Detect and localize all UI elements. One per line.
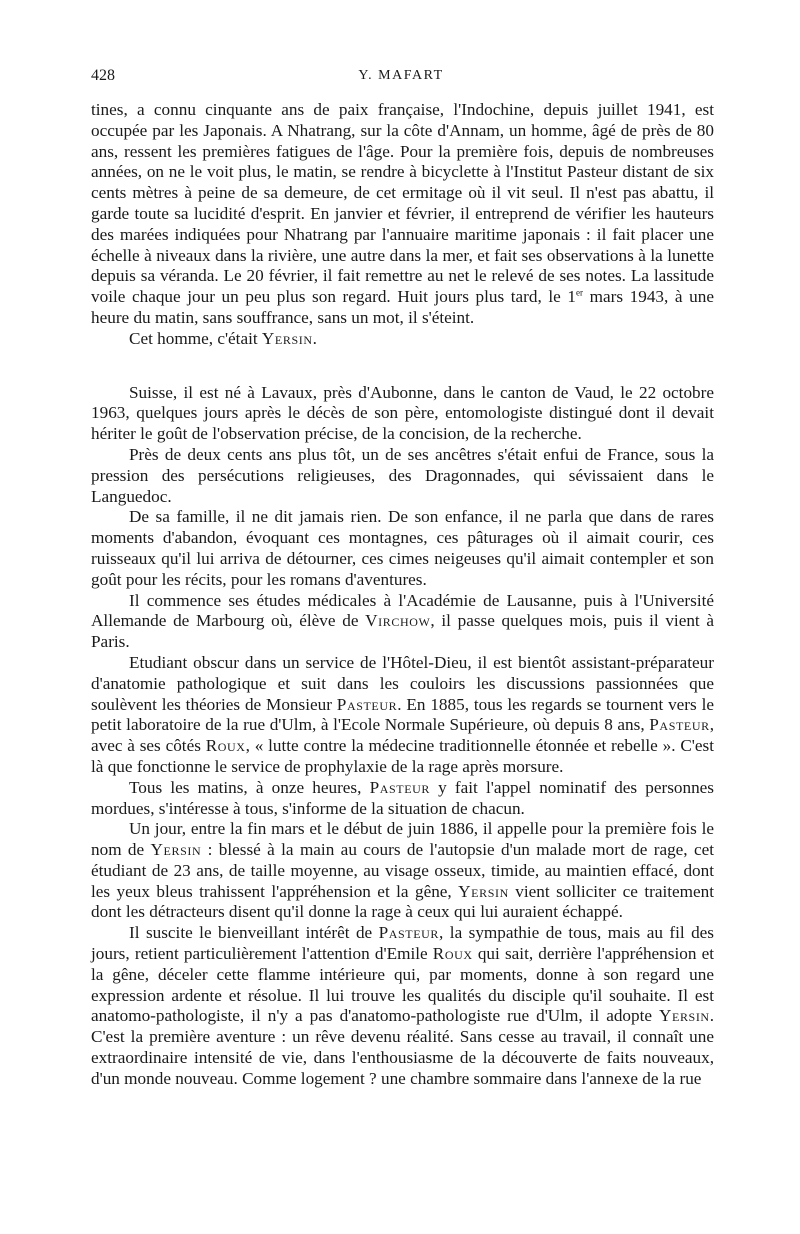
text-run: , avec à ses côtés [91,715,714,756]
paragraph-p4 [91,445,714,507]
text-run: De sa famille, il ne dit jamais rien. De son enfance, il ne parla que dans de rares moments d'abandon, évoquant ces montagnes, ces pâturages où il aimait courir, ces ruisseaux qu'il lui arriva de détourner, ces cimes neigeuses qu'il aimait contempler et son goût pour les récits, pour les romans d'aventures. [91,507,714,589]
text-run: . En 1885, tous les regards se tournent vers le petit laboratoire de la rue d'Ulm, à l'Ecole Normale Supérieure, où depuis 8 ans, [91,694,714,735]
paragraph-p8 [91,778,714,820]
text-run: Près de deux cents ans plus tôt, un de ses ancêtres s'était enfui de France, sous la pression des persécutions religieuses, des Dragonnades, qui sévissaient dans le Languedoc. [91,444,714,506]
paragraph-p9 [91,819,714,923]
text-run: Tous les matins, à onze heures, [129,777,370,797]
small-caps-name: Pasteur [369,777,430,797]
running-head [91,64,711,88]
text-run: Cet homme, c'était [129,328,262,348]
small-caps-name: Pasteur [649,715,710,735]
small-caps-name: Roux [432,944,473,964]
small-caps-name: Pasteur [378,923,440,943]
paragraph-p3 [91,383,714,445]
running-title: Y. MAFART [358,68,444,83]
page-number: 428 [91,67,115,84]
text-run: . [312,328,317,348]
text-run: Il suscite le bienveillant intérêt de [129,923,379,943]
text-run: Suisse, il est né à Lavaux, près d'Aubonne, dans le canton de Vaud, le 22 octobre 1963, quelques jours après le décès de son père, entomologiste distingué dont il devait hériter le goût de l'observation précise, de la concision, de la recherche. [91,382,714,444]
text-run: y fait l'appel nominatif des personnes mordues, s'intéresse à tous, s'informe de la situation de chacun. [91,777,714,818]
paragraph-p1 [91,100,714,329]
text-run: qui sait, derrière l'appréhension et la gêne, déceler cette flamme intérieure qui, par moments, donne à son regard une expression ardente et résolue. Il lui trouve les qualités du disciple qu'il souhaite. Il est anatomo-pathologiste, il n'y a pas d'anatomo-pathologiste rue d'Ulm, il adopte [91,944,714,1026]
paragraph-p10 [91,923,714,1089]
text-run: : blessé à la main au cours de l'autopsie d'un malade mort de rage, cet étudiant de 23 ans, de taille moyenne, au visage osseux, timide, au maintien effacé, dont les yeux bleus trahissent l'appréhension et la gêne, [91,840,715,901]
body-text [91,100,714,1090]
text-run: Il commence ses études médicales à l'Académie de Lausanne, puis à l'Université Allemande de Marbourg où, élève de [91,590,714,631]
small-caps-name: Yersin [150,840,202,860]
text-run: , « lutte contre la médecine traditionnelle étonnée et rebelle ». C'est là que fonctionne le service de prophylaxie de la rage après morsure. [91,736,714,776]
small-caps-name: Yersin [458,881,509,901]
text-run: , la sympathie de tous, mais au fil des jours, retient particulièrement l'attention d'Emile [91,923,714,964]
small-caps-name: Yersin [261,328,313,348]
paragraph-p6 [91,591,714,653]
small-caps-name: Virchow [365,611,431,631]
superscript: er [576,287,584,298]
small-caps-name: Roux [205,736,246,756]
text-run: mars 1943, à une heure du matin, sans souffrance, sans un mot, il s'éteint. [91,287,714,327]
text-run: . C'est la première aventure : un rêve devenu réalité. Sans cesse au travail, il connaît une extraordinaire intensité de vie, dans l'enthousiasme de la découverte de faits nouveaux, d'un monde nouveau. Comme logement ? une chambre sommaire dans l'annexe de la rue [91,1006,714,1088]
paragraph-p5 [91,507,714,590]
text-run: Etudiant obscur dans un service de l'Hôtel-Dieu, il est bientôt assistant-préparateur d'anatomie pathologique et suit dans les couloirs les discussions passionnées que soulèvent les théories de Monsieur [91,652,714,714]
text-run: vient solliciter ce traitement dont les détracteurs disent qu'il donne la rage à ceux qui lui auraient échappé. [91,881,714,922]
text-run: , il passe quelques mois, puis il vient à Paris. [91,611,715,652]
text-run: tines, a connu cinquante ans de paix française, l'Indochine, depuis juillet 1941, est occupée par les Japonais. A Nhatrang, sur la côte d'Annam, un homme, âgé de près de 80 ans, ressent les premières fatigues de l'âge. Pour la première fois, depuis de nombreuses années, on ne le voit plus, le matin, se rendre à bicyclette à l'Institut Pasteur distant de six cents mètres à peine de sa demeure, de cet ermitage où il vit seul. Il n'est pas abattu, il garde toute sa lucidité d'esprit. En janvier et février, il entreprend de vérifier les hauteurs des marées indiquées pour Nhatrang par l'annuaire maritime japonais : il fait placer une échelle à niveaux dans la rivière, une autre dans la mer, et fait ses observations à la lunette depuis sa véranda. Le 20 février, il fait remettre au net le relevé de ses notes. La lassitude voile chaque jour un peu plus son regard. Huit jours plus tard, le 1 [91,100,714,307]
small-caps-name: Pasteur [336,694,398,714]
paragraph-p2 [91,329,714,350]
text-run: Un jour, entre la fin mars et le début de juin 1886, il appelle pour la première fois le nom de [91,819,714,860]
paragraph-p7 [91,653,714,778]
small-caps-name: Yersin [659,1006,710,1026]
